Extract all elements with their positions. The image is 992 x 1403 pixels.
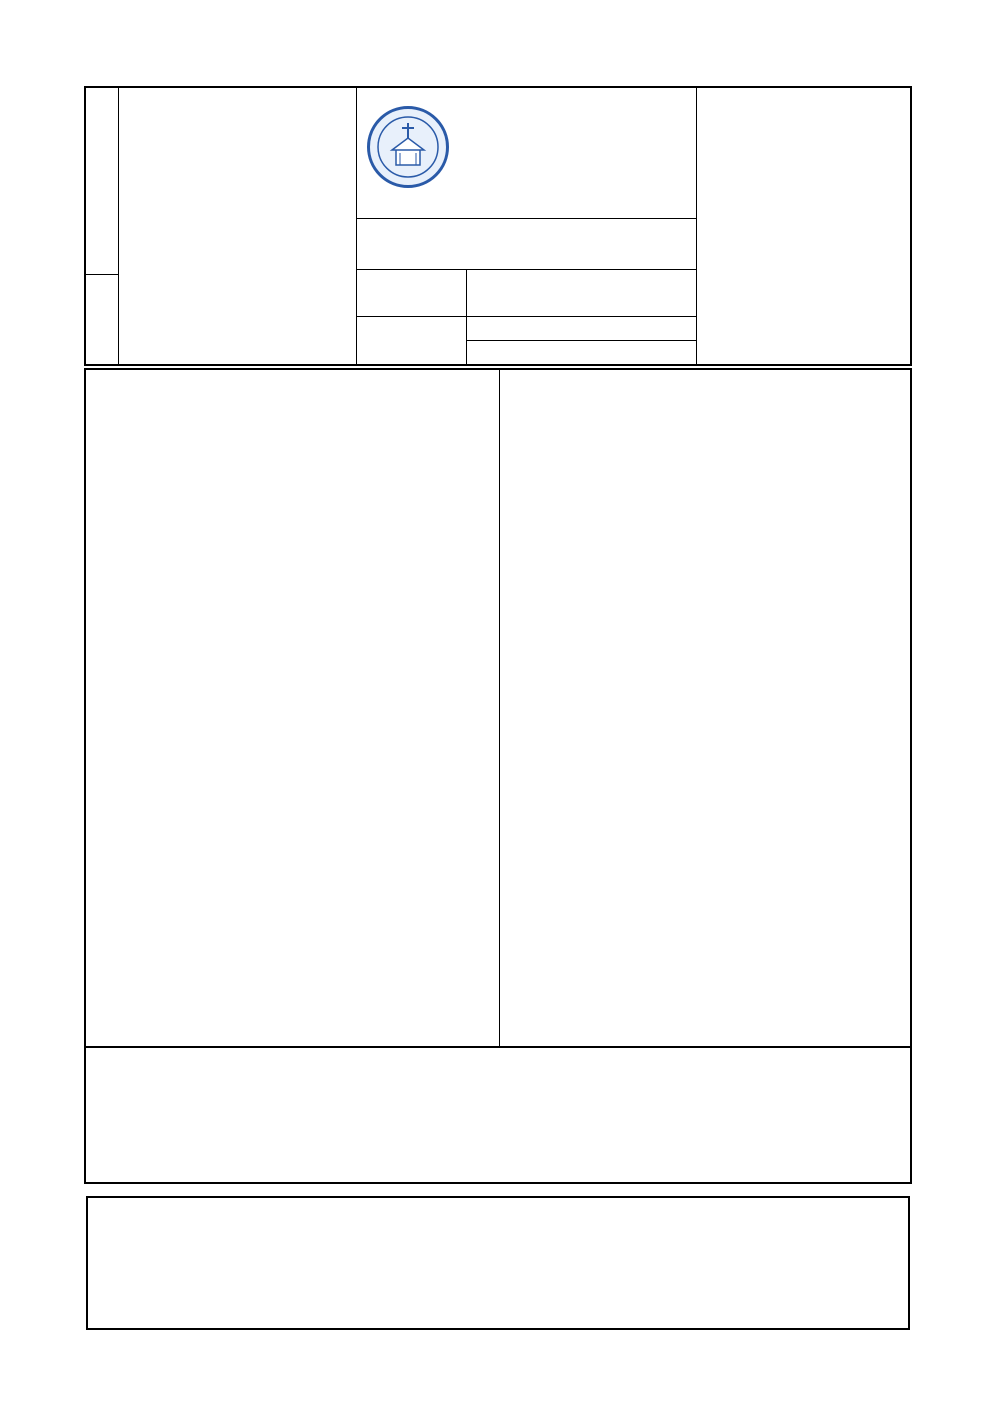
sacrament-schedule [696,88,913,364]
header-box [84,86,912,366]
notice-body [84,368,912,1048]
stats-section [84,1048,912,1184]
church-logo-icon [367,106,449,188]
qr-block [826,870,904,946]
elder-phone [467,341,697,364]
church-title-box [356,88,697,219]
sunday-mass-label [86,88,119,275]
pastor-label [357,270,467,317]
church-address [356,218,696,270]
elder-name [467,317,697,341]
weekday-mass-label [86,274,119,364]
donation-qr-icon[interactable] [829,870,901,942]
elder-label [357,317,467,364]
representatives [356,270,697,364]
column-divider [499,370,500,1046]
pastor-name [467,270,697,317]
footer-box [86,1196,910,1330]
